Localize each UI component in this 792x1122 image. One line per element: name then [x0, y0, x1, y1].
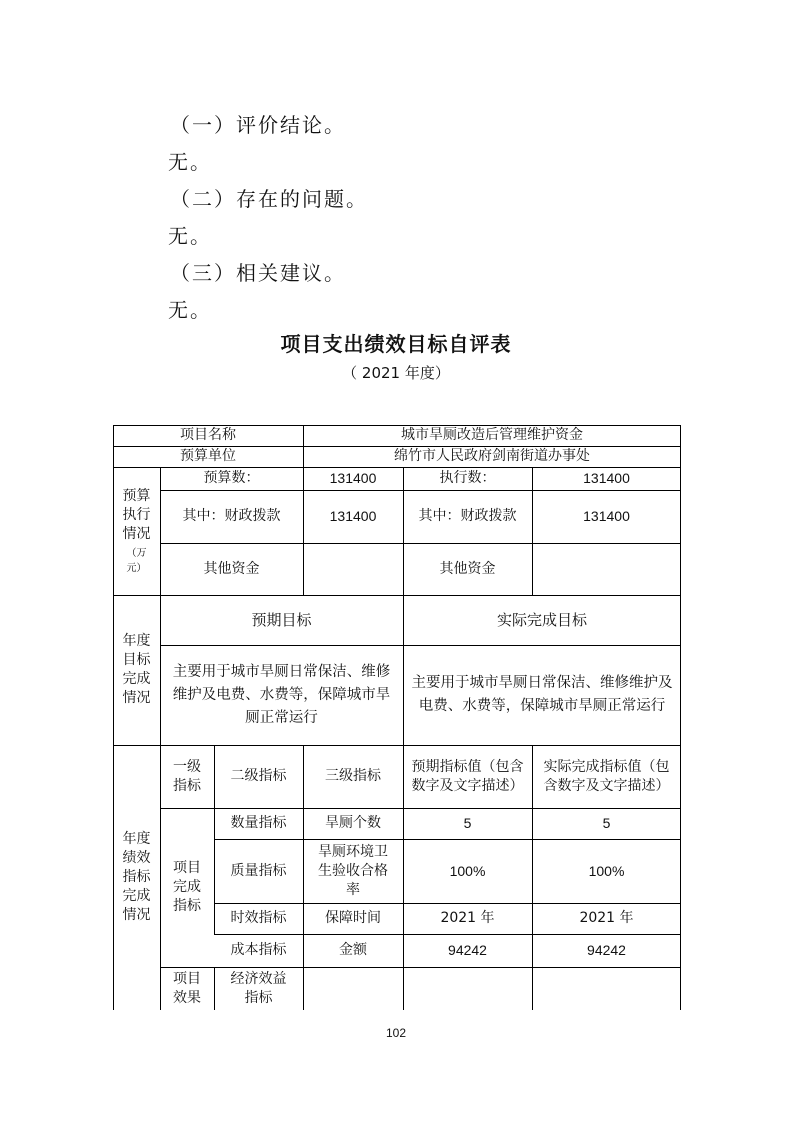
fiscal-exec-label: 其中：财政拨款	[418, 508, 517, 524]
indicator-actual: 94242	[587, 942, 626, 958]
completion-group-label: 项目完成指标	[173, 860, 201, 914]
other-funds-label: 其他资金	[203, 560, 260, 577]
indicator-section-label: 年度绩效指标完成情况	[122, 831, 151, 923]
actual-goal-text: 主要用于城市旱厕日常保洁、维修维护及电费、水费等，保障城市旱厕正常运行	[411, 675, 673, 714]
exec-amount-value: 131400	[583, 470, 630, 486]
project-name-label: 项目名称	[180, 427, 236, 443]
performance-table	[113, 425, 681, 1010]
section-3-body: 无。	[168, 298, 212, 322]
col-level3: 三级指标	[325, 768, 381, 784]
budget-unit-label: 预算单位	[180, 448, 236, 464]
exec-amount-label: 执行数：	[439, 470, 496, 486]
indicator-actual	[532, 967, 681, 1010]
fiscal-exec-value: 131400	[583, 508, 630, 524]
col-level2: 二级指标	[230, 768, 287, 784]
expected-goal-label: 预期目标	[251, 610, 312, 629]
other-funds-exec	[532, 543, 681, 595]
fiscal-budget-value: 131400	[329, 508, 377, 524]
table-title: 项目支出绩效目标自评表	[280, 332, 512, 356]
effect-group-label: 项目效果	[173, 970, 201, 1006]
budget-unit-value: 绵竹市人民政府剑南街道办事处	[394, 448, 590, 464]
budget-exec-unit: （万元）	[126, 547, 147, 574]
indicator-actual: 2021 年	[579, 910, 634, 926]
indicator-actual: 100%	[588, 862, 625, 879]
budget-amount-value: 131400	[329, 470, 377, 486]
other-funds-exec-label: 其他资金	[439, 560, 496, 577]
indicator-level2: 质量指标	[230, 862, 287, 879]
project-name-value: 城市旱厕改造后管理维护资金	[401, 427, 583, 443]
other-funds-budget	[303, 543, 403, 595]
indicator-expected: 100%	[449, 862, 486, 879]
indicator-expected: 94242	[448, 942, 487, 958]
indicator-level2: 数量指标	[230, 815, 287, 831]
indicator-level3: 金额	[339, 942, 367, 958]
col-actual: 实际完成指标值（包含数字及文字描述）	[543, 758, 670, 794]
budget-exec-header	[113, 467, 160, 595]
indicator-expected	[403, 967, 532, 1010]
table-subtitle: （ 2021 年度）	[342, 364, 450, 382]
indicator-expected: 5	[463, 815, 472, 831]
indicator-expected: 2021 年	[440, 910, 495, 926]
indicator-level2: 经济效益指标	[230, 970, 287, 1006]
indicator-actual: 5	[602, 815, 611, 831]
section-2-heading: （二）存在的问题。	[170, 187, 368, 211]
indicator-level3	[303, 967, 403, 1010]
budget-exec-label: 预算执行情况	[122, 487, 151, 542]
annual-goal-label: 年度目标完成情况	[122, 633, 151, 706]
col-expected: 预期指标值（包含数字及文字描述）	[411, 758, 524, 794]
col-level1: 一级指标	[173, 758, 201, 794]
section-3-heading: （三）相关建议。	[170, 261, 346, 285]
indicator-level3: 旱厕环境卫生验收合格率	[318, 843, 388, 898]
indicator-level3: 保障时间	[325, 910, 381, 926]
section-1-heading: （一）评价结论。	[170, 113, 346, 137]
fiscal-label: 其中：财政拨款	[182, 508, 281, 524]
indicator-level2: 成本指标	[230, 942, 287, 958]
page-number: 102	[385, 1026, 407, 1040]
actual-goal-label: 实际完成目标	[496, 610, 587, 629]
budget-amount-label: 预算数：	[203, 470, 260, 486]
expected-goal-text: 主要用于城市旱厕日常保洁、维修维护及电费、水费等，保障城市旱厕正常运行	[172, 663, 391, 726]
indicator-level3: 旱厕个数	[325, 815, 381, 831]
section-2-body: 无。	[168, 224, 212, 248]
indicator-level2: 时效指标	[230, 910, 287, 926]
section-1-body: 无。	[168, 150, 212, 174]
